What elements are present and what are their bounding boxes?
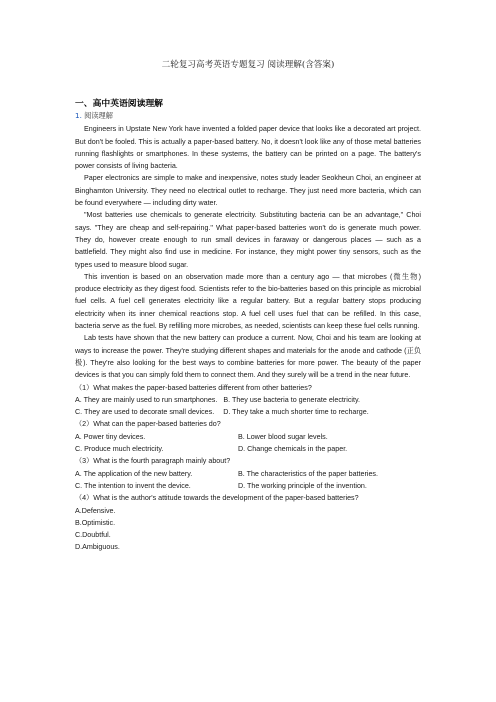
- option-c: C. The intention to invent the device.: [75, 481, 191, 490]
- subsection-number: 1.: [75, 111, 82, 120]
- question-stem: （2）What can the paper-based batteries do?: [75, 420, 221, 429]
- option-a: A. They are mainly used to run smartphones.: [75, 395, 218, 404]
- option-b: B. They use bacteria to generate electricity.: [223, 395, 361, 404]
- question-stem: （1）What makes the paper-based batteries different from other batteries?: [75, 383, 312, 392]
- subsection-heading: [75, 110, 421, 122]
- document-title: 二轮复习高考英语专题复习 阅读理解(含答案): [161, 60, 335, 70]
- option-a: A.Defensive.: [75, 506, 116, 515]
- passage-paragraph: Lab tests have shown that the new battery can produce a current. Now, Choi and his team are looking at ways to increase the power. They're studying different shapes and materials for the anode and cathode (正负极). They're also looking for the best ways to combine batteries for more power. The beauty of the paper devices is that you can simply fold them to connect them. And they surely will be a trend in the near future.: [75, 334, 421, 380]
- option-row: [75, 406, 421, 418]
- option-a: A. Power tiny devices.: [75, 432, 146, 441]
- option-d: D. The working principle of the invention.: [238, 481, 367, 490]
- question-1: [75, 382, 421, 419]
- document-page: [75, 59, 421, 554]
- subsection-label: 阅读理解: [84, 111, 113, 120]
- question-2: [75, 418, 421, 455]
- option-c: C. Produce much electricity.: [75, 445, 164, 454]
- option-row: [75, 480, 421, 492]
- passage-paragraph: Engineers in Upstate New York have invented a folded paper device that looks like a decorated art project. But don't be fooled. This is actually a paper-based battery. No, it doesn't look like any of those metal batteries running flashlights or smartphones. In these systems, the battery can be printed on a page. The battery's power consists of living bacteria.: [75, 125, 421, 171]
- option-d: D. They take a much shorter time to recharge.: [223, 408, 369, 417]
- question-stem: （4）What is the author's attitude towards the development of the paper-based batteries?: [75, 494, 359, 503]
- option-row: [75, 394, 421, 406]
- option-row: [75, 431, 421, 443]
- question-4: [75, 492, 421, 553]
- option-b: B. Lower blood sugar levels.: [238, 432, 328, 441]
- option-b: B.Optimistic.: [75, 518, 116, 527]
- option-a: A. The application of the new battery.: [75, 469, 193, 478]
- question-3: [75, 455, 421, 492]
- option-b: B. The characteristics of the paper batteries.: [238, 469, 378, 478]
- option-c: C.Doubtful.: [75, 531, 111, 540]
- question-stem: （3）What is the fourth paragraph mainly about?: [75, 457, 231, 466]
- option-d: D. Change chemicals in the paper.: [238, 445, 348, 454]
- option-c: C. They are used to decorate small devices.: [75, 408, 215, 417]
- option-d: D.Ambiguous.: [75, 543, 120, 552]
- passage-paragraph: This invention is based on an observation made more than a century ago — that microbes (微生物) produce electricity as they digest food. Scientists refer to the bio-batteries based on this principle as microbial fuel cells. A fuel cell generates electricity like a regular battery. But a regular battery stops producing electricity when its inner chemical reactions stop. A fuel cell uses fuel that can be refilled. In this case, bacteria serve as the fuel. By refilling more microbes, as needed, scientists can keep these fuel cells running.: [75, 272, 421, 331]
- passage-paragraph: Paper electronics are simple to make and inexpensive, notes study leader Seokheun Choi, an engineer at Binghamton University. They need no electrical outlet to recharge. They just need more bacteria, which can be found everywhere — including dirty water.: [75, 174, 421, 208]
- passage-paragraph: "Most batteries use chemicals to generate electricity. Substituting bacteria can be an advantage," Choi says. "They are cheap and self-repairing." What paper-based batteries won't do is generate much power. They do, however create enough to run small devices in faraway or dangerous places — such as a battlefield. They might also find use in medicine. For instance, they might power tiny sensors, such as the types used to measure blood sugar.: [75, 211, 421, 269]
- section-heading: 一、高中英语阅读理解: [75, 99, 163, 109]
- option-row: [75, 468, 421, 480]
- option-row: [75, 443, 421, 455]
